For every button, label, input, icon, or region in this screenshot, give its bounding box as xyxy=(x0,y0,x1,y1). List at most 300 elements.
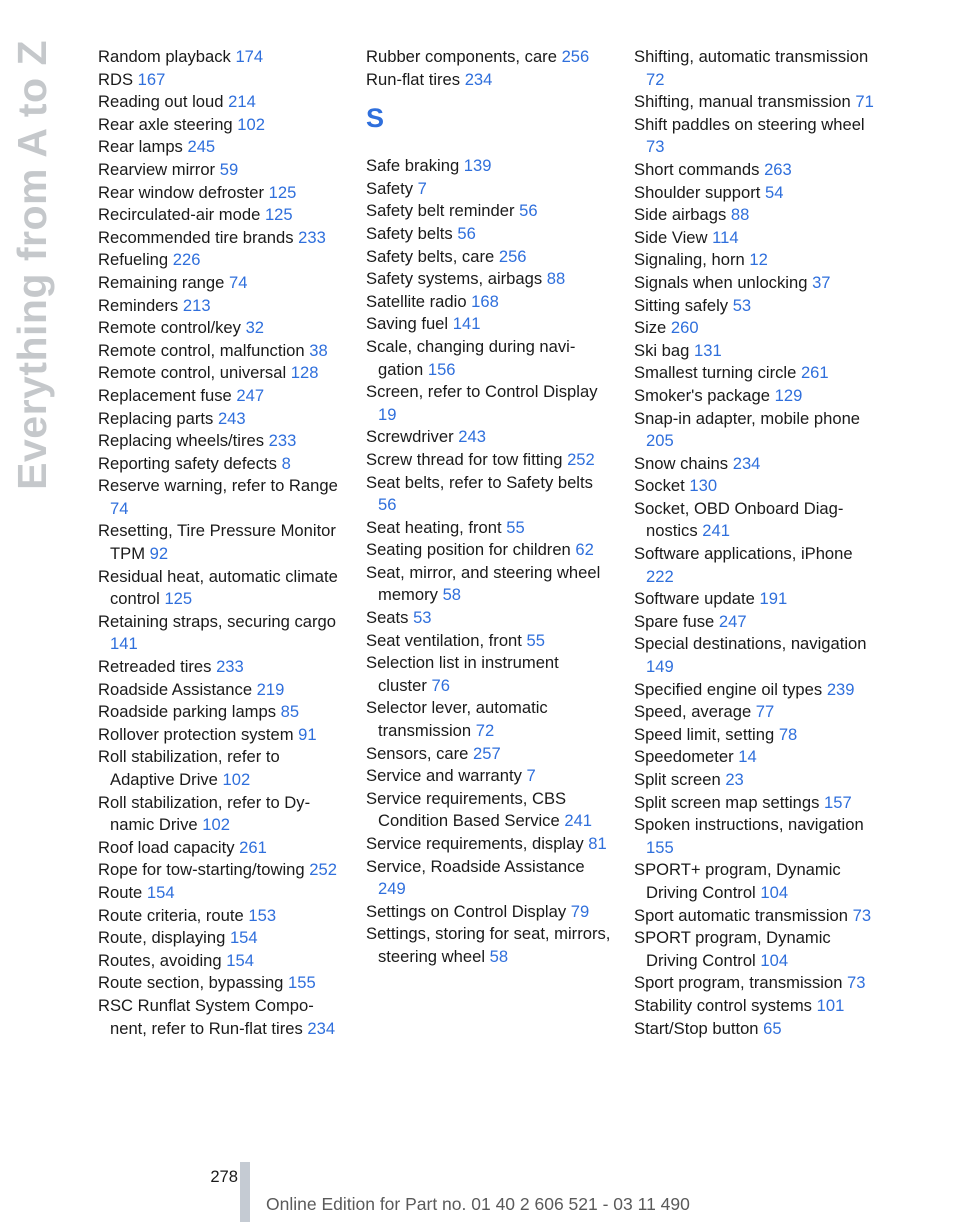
index-entry-page-link[interactable]: 59 xyxy=(219,159,239,179)
index-entry-term: RSC Runflat System Component, refer to Run-flat tires xyxy=(98,995,314,1038)
index-entry-term: Satellite radio xyxy=(366,291,467,311)
index-entry-page-link[interactable]: 125 xyxy=(264,205,293,225)
index-entry xyxy=(98,905,343,928)
index-entry-term: Recommended tire brands xyxy=(98,227,294,247)
index-entry xyxy=(98,385,343,408)
index-entry xyxy=(634,701,879,724)
index-entry xyxy=(98,295,343,318)
index-entry xyxy=(634,633,879,678)
index-entry-term: Scale, changing during navigation xyxy=(366,336,576,379)
index-entry-page-link[interactable]: 58 xyxy=(442,585,462,605)
index-entry-term: Shifting, automatic transmission xyxy=(634,47,869,66)
index-entry-page-link[interactable]: 245 xyxy=(187,137,216,157)
index-entry-page-link[interactable]: 154 xyxy=(226,950,254,970)
index-entry-page-link[interactable]: 88 xyxy=(730,205,750,225)
index-entry-term: Replacement fuse xyxy=(98,385,232,405)
index-entry xyxy=(98,46,343,69)
index-entry-page-link[interactable]: 234 xyxy=(732,453,761,473)
index-entry-term: Replacing parts xyxy=(98,408,214,428)
index-entry-term: Shift paddles on steering wheel xyxy=(634,114,865,134)
index-entry-page-link[interactable]: 233 xyxy=(268,431,297,451)
index-entry-term: Rearview mirror xyxy=(98,159,216,179)
index-entry xyxy=(634,498,879,543)
index-entry-page-link[interactable]: 226 xyxy=(172,250,201,270)
index-entry-term: Recirculated-air mode xyxy=(98,205,261,225)
index-entry-page-link[interactable]: 54 xyxy=(765,182,784,202)
index-entry-page-link[interactable]: 14 xyxy=(738,747,757,767)
index-entry-term: Roadside parking lamps xyxy=(98,702,277,722)
index-entry-term: Shifting, manual transmission xyxy=(634,92,851,112)
index-entry-page-link[interactable]: 149 xyxy=(646,657,674,677)
index-entry-term: Settings, storing for seat, mirrors, steering wheel xyxy=(366,924,611,966)
index-entry xyxy=(634,272,879,295)
index-entry-term: Rear window defroster xyxy=(98,182,265,202)
index-entry xyxy=(634,1018,879,1041)
index-entry-page-link[interactable]: 233 xyxy=(216,657,244,677)
index-entry-page-link[interactable]: 77 xyxy=(755,702,775,722)
index-entry xyxy=(98,204,343,227)
index-entry-term: Rubber components, care xyxy=(366,47,557,66)
index-entry xyxy=(634,408,879,453)
index-entry xyxy=(98,995,343,1040)
index-entry-page-link[interactable]: 58 xyxy=(489,946,509,966)
index-entry-page-link[interactable]: 261 xyxy=(800,363,829,383)
index-entry-term: Spare fuse xyxy=(634,611,715,631)
index-entry xyxy=(634,317,879,340)
index-entry-term: Start/Stop button xyxy=(634,1018,759,1038)
index-entry xyxy=(98,566,343,611)
index-column-1 xyxy=(98,46,343,1040)
index-entry xyxy=(634,905,879,928)
index-entry-term: Random playback xyxy=(98,47,231,66)
index-entry-page-link[interactable]: 241 xyxy=(702,521,730,541)
page-number: 278 xyxy=(210,1167,238,1186)
index-entry-term: Remote control, universal xyxy=(98,363,287,383)
index-entry-term: Reading out loud xyxy=(98,92,224,112)
index-entry-term: Route criteria, route xyxy=(98,905,244,925)
index-entry xyxy=(634,114,879,159)
index-entry xyxy=(366,313,611,336)
index-entry xyxy=(634,159,879,182)
footer-divider-bar xyxy=(240,1162,250,1222)
index-entry xyxy=(98,430,343,453)
index-entry xyxy=(98,227,343,250)
index-entry xyxy=(366,607,611,630)
index-entry xyxy=(366,765,611,788)
index-entry xyxy=(634,611,879,634)
index-entry-term: Rope for tow-starting/towing xyxy=(98,860,305,880)
index-entry-page-link[interactable]: 256 xyxy=(561,47,590,66)
index-entry-term: Reporting safety defects xyxy=(98,453,277,473)
index-entry-term: Speed, average xyxy=(634,702,752,722)
index-entry-term: Safety belts xyxy=(366,223,453,243)
index-entry-term: Shoulder support xyxy=(634,182,761,202)
index-entry-term: Seat belts, refer to Safety belts xyxy=(366,472,593,492)
index-entry-term: Refueling xyxy=(98,250,169,270)
index-entry xyxy=(98,701,343,724)
section-letter: S xyxy=(366,103,385,134)
index-entry-page-link[interactable]: 79 xyxy=(570,901,590,921)
index-entry xyxy=(98,182,343,205)
index-entry-page-link[interactable]: 56 xyxy=(519,201,538,221)
index-entry-term: Speed limit, setting xyxy=(634,724,775,744)
index-entry-page-link[interactable]: 7 xyxy=(417,178,427,198)
index-entry-page-link[interactable]: 129 xyxy=(774,385,803,405)
index-entry xyxy=(366,788,611,833)
index-entry-page-link[interactable]: 81 xyxy=(588,834,607,853)
index-entry xyxy=(634,769,879,792)
index-entry xyxy=(366,268,611,291)
index-entry xyxy=(634,249,879,272)
index-entry-term: Roll stabilization, refer to Dynamic Drive xyxy=(98,792,311,835)
index-entry xyxy=(366,923,611,968)
index-entry-page-link[interactable]: 19 xyxy=(378,404,397,424)
index-entry-term: Residual heat, automatic climate control xyxy=(98,566,338,609)
index-entry-term: Safety belt reminder xyxy=(366,201,515,221)
index-entry xyxy=(366,246,611,269)
index-entry xyxy=(98,611,343,656)
index-entry xyxy=(634,295,879,318)
index-entry-page-link[interactable]: 141 xyxy=(452,314,481,334)
index-entry-page-link[interactable]: 104 xyxy=(760,882,789,902)
index-entry xyxy=(98,859,343,882)
index-entry-page-link[interactable]: 156 xyxy=(427,359,456,379)
index-entry-page-link[interactable]: 56 xyxy=(457,223,476,243)
page-footer xyxy=(0,1162,960,1222)
index-entry-page-link[interactable]: 261 xyxy=(239,837,267,857)
index-entry-page-link[interactable]: 214 xyxy=(228,92,256,112)
index-entry-term: Split screen map settings xyxy=(634,792,820,812)
index-entry xyxy=(634,588,879,611)
index-entry xyxy=(366,630,611,653)
index-entry xyxy=(366,539,611,562)
index-entry-page-link[interactable]: 71 xyxy=(855,92,874,112)
index-entry-page-link[interactable]: 141 xyxy=(110,634,138,654)
index-entry-page-link[interactable]: 74 xyxy=(110,498,129,518)
index-entry-page-link[interactable]: 234 xyxy=(307,1018,336,1038)
index-entry-page-link[interactable]: 247 xyxy=(236,385,265,405)
index-entry xyxy=(366,223,611,246)
index-entry-term: Safety xyxy=(366,178,414,198)
index-entry xyxy=(634,814,879,859)
index-entry-term: Safety systems, airbags xyxy=(366,269,543,289)
index-entry xyxy=(366,155,611,178)
index-entry xyxy=(366,200,611,223)
index-entry-page-link[interactable]: 32 xyxy=(245,318,265,338)
index-entry xyxy=(98,159,343,182)
index-entry xyxy=(98,520,343,565)
index-entry xyxy=(366,336,611,381)
index-entry-page-link[interactable]: 252 xyxy=(567,449,595,469)
index-entry-term: Safety belts, care xyxy=(366,246,495,266)
index-entry xyxy=(634,453,879,476)
index-entry xyxy=(98,950,343,973)
index-entry xyxy=(634,995,879,1018)
index-entry-page-link[interactable]: 102 xyxy=(202,815,230,835)
index-entry xyxy=(634,543,879,588)
index-entry xyxy=(366,697,611,742)
index-entry xyxy=(98,136,343,159)
index-entry-term: RDS xyxy=(98,69,134,89)
index-entry xyxy=(634,46,879,91)
index-entry-page-link[interactable]: 12 xyxy=(749,250,768,270)
index-column-2 xyxy=(366,46,611,969)
index-entry xyxy=(366,856,611,901)
index-entry-page-link[interactable]: 131 xyxy=(693,340,722,360)
index-entry-page-link[interactable]: 92 xyxy=(149,544,169,564)
index-entry xyxy=(98,927,343,950)
index-entry xyxy=(634,859,879,904)
index-entry-term: Speedometer xyxy=(634,747,734,767)
index-entry-page-link[interactable]: 7 xyxy=(526,766,536,786)
index-entry-page-link[interactable]: 73 xyxy=(646,137,665,157)
index-entry-page-link[interactable]: 154 xyxy=(229,928,258,948)
index-entry-page-link[interactable]: 263 xyxy=(764,159,792,179)
index-entry-term: Specified engine oil types xyxy=(634,679,823,699)
index-entry xyxy=(366,517,611,540)
index-entry-term: Software applications, iPhone xyxy=(634,544,853,564)
index-entry-page-link[interactable]: 78 xyxy=(778,724,798,744)
index-entry-page-link[interactable]: 139 xyxy=(463,156,492,176)
index-entry-page-link[interactable]: 73 xyxy=(847,973,866,993)
index-entry xyxy=(98,69,343,92)
index-entry-term: Screwdriver xyxy=(366,427,454,447)
index-entry-page-link[interactable]: 53 xyxy=(732,295,752,315)
index-entry xyxy=(98,746,343,791)
index-entry xyxy=(98,114,343,137)
index-entry-page-link[interactable]: 167 xyxy=(137,69,166,89)
index-entry xyxy=(366,743,611,766)
index-entry xyxy=(366,901,611,924)
index-entry xyxy=(634,182,879,205)
index-column-3 xyxy=(634,46,879,1040)
index-entry-page-link[interactable]: 243 xyxy=(458,427,486,447)
index-entry-page-link[interactable]: 239 xyxy=(826,679,855,699)
index-entry-term: Routes, avoiding xyxy=(98,950,222,970)
index-entry-term: Signals when unlocking xyxy=(634,272,808,292)
index-entry xyxy=(634,475,879,498)
index-entry-page-link[interactable]: 154 xyxy=(146,882,175,902)
index-entry-term: Sitting safely xyxy=(634,295,729,315)
index-entry-page-link[interactable]: 247 xyxy=(718,611,747,631)
index-entry-term: Route, displaying xyxy=(98,928,226,948)
index-entry xyxy=(366,178,611,201)
index-entry xyxy=(98,724,343,747)
index-entry-term: Saving fuel xyxy=(366,314,449,334)
index-entry-page-link[interactable]: 55 xyxy=(506,517,525,537)
index-entry xyxy=(98,408,343,431)
index-entry xyxy=(98,679,343,702)
index-entry-page-link[interactable]: 56 xyxy=(378,495,397,515)
index-entry-term: Rollover protection system xyxy=(98,724,294,744)
index-entry-term: Service and warranty xyxy=(366,766,522,786)
index-entry-page-link[interactable]: 130 xyxy=(689,476,718,496)
index-entry-page-link[interactable]: 241 xyxy=(564,811,593,831)
index-entry-page-link[interactable]: 233 xyxy=(298,227,326,247)
index-entry xyxy=(366,833,611,856)
index-entry-page-link[interactable]: 243 xyxy=(217,408,246,428)
chapter-side-tab xyxy=(0,40,64,1160)
index-entry xyxy=(366,426,611,449)
index-entry xyxy=(98,249,343,272)
index-entry-page-link[interactable]: 104 xyxy=(760,950,789,970)
index-entry-page-link[interactable]: 257 xyxy=(473,743,501,763)
index-entry-term: Socket, OBD Onboard Diagnostics xyxy=(634,498,844,541)
index-entry-page-link[interactable]: 76 xyxy=(431,675,450,695)
index-entry-page-link[interactable]: 125 xyxy=(164,589,193,609)
index-entry-term: Socket xyxy=(634,476,685,496)
index-entry-term: Snap-in adapter, mobile phone xyxy=(634,408,861,428)
index-entry-page-link[interactable]: 72 xyxy=(646,69,665,89)
index-entry-term: Sport automatic transmission xyxy=(634,905,848,925)
index-entry-page-link[interactable]: 72 xyxy=(475,721,495,741)
index-entry-term: Retaining straps, securing cargo xyxy=(98,611,336,631)
index-entry-term: Signaling, horn xyxy=(634,250,745,270)
chapter-title: Everything from A to Z xyxy=(8,40,55,490)
index-entry xyxy=(98,91,343,114)
index-entry xyxy=(98,972,343,995)
index-entry xyxy=(98,340,343,363)
index-entry-term: Resetting, Tire Pressure Monitor TPM xyxy=(98,521,336,564)
index-entry-term: Seat ventilation, front xyxy=(366,630,522,650)
index-entry-page-link[interactable]: 260 xyxy=(670,318,699,338)
index-entry xyxy=(366,69,611,92)
index-entry xyxy=(366,381,611,426)
edition-note: Online Edition for Part no. 01 40 2 606 521 - 03 11 490 xyxy=(266,1194,690,1214)
index-entry-page-link[interactable]: 62 xyxy=(575,540,594,560)
index-entry-page-link[interactable]: 153 xyxy=(248,905,277,925)
index-entry-term: Short commands xyxy=(634,159,760,179)
index-entry-page-link[interactable]: 234 xyxy=(464,69,493,89)
index-entry-page-link[interactable]: 128 xyxy=(290,363,319,383)
index-entry xyxy=(366,562,611,607)
index-entry-term: Side View xyxy=(634,227,708,247)
index-entry-page-link[interactable]: 168 xyxy=(471,291,499,311)
index-entry-page-link[interactable]: 102 xyxy=(237,114,265,134)
index-entry-term: Rear axle steering xyxy=(98,114,233,134)
index-entry-term: Roll stabilization, refer to Adaptive Drive xyxy=(98,747,280,789)
index-entry-page-link[interactable]: 55 xyxy=(526,630,545,650)
index-entry-page-link[interactable]: 73 xyxy=(852,905,872,925)
index-entry-term: Seat, mirror, and steering wheel memory xyxy=(366,562,601,605)
index-entry xyxy=(366,472,611,517)
index-entry-page-link[interactable]: 125 xyxy=(268,182,297,202)
index-entry-page-link[interactable]: 249 xyxy=(378,879,406,899)
index-entry xyxy=(634,927,879,972)
index-entry-term: Stability control systems xyxy=(634,995,812,1015)
index-entry-page-link[interactable]: 155 xyxy=(646,837,674,857)
index-entry-term: Service requirements, CBS Condition Based Service xyxy=(366,788,567,831)
index-entry xyxy=(366,46,611,69)
index-entry xyxy=(98,475,343,520)
index-entry-page-link[interactable]: 53 xyxy=(413,608,432,628)
index-entry xyxy=(98,272,343,295)
index-entry-term: Run-flat tires xyxy=(366,69,461,89)
index-entry-term: Route section, bypassing xyxy=(98,973,284,993)
index-entry-page-link[interactable]: 191 xyxy=(759,589,788,609)
index-entry-term: Seating position for children xyxy=(366,540,571,560)
index-entry-term: Remaining range xyxy=(98,272,225,292)
index-entry xyxy=(634,91,879,114)
index-entry-term: Sport program, transmission xyxy=(634,973,843,993)
index-entry xyxy=(98,317,343,340)
index-entry-term: Route xyxy=(98,882,143,902)
index-entry-page-link[interactable]: 74 xyxy=(229,272,248,292)
index-entry xyxy=(366,449,611,472)
index-entry xyxy=(366,291,611,314)
index-entry xyxy=(634,362,879,385)
index-entry-page-link[interactable]: 85 xyxy=(280,702,300,722)
index-entry-term: Rear lamps xyxy=(98,137,183,157)
index-entry xyxy=(634,746,879,769)
index-entry-term: Size xyxy=(634,318,667,338)
index-entry-page-link[interactable]: 88 xyxy=(546,269,566,289)
index-entry-term: Special destinations, navigation xyxy=(634,634,867,654)
index-entry-term: Roof load capacity xyxy=(98,837,235,857)
index-entry-term: Replacing wheels/tires xyxy=(98,431,265,451)
index-entry-term: Smallest turning circle xyxy=(634,363,797,383)
index-entry-page-link[interactable]: 252 xyxy=(309,860,337,880)
index-entry-page-link[interactable]: 157 xyxy=(824,792,852,812)
index-entry-term: Seats xyxy=(366,608,409,628)
index-entry-page-link[interactable]: 65 xyxy=(763,1018,782,1038)
index-entry-term: Settings on Control Display xyxy=(366,901,567,921)
index-entry-page-link[interactable]: 114 xyxy=(712,227,739,247)
index-entry-term: Remote control, malfunction xyxy=(98,340,305,360)
index-entry xyxy=(98,656,343,679)
index-entry-page-link[interactable]: 213 xyxy=(182,295,211,315)
index-entry-page-link[interactable]: 102 xyxy=(222,770,251,789)
index-entry-page-link[interactable]: 101 xyxy=(816,995,845,1015)
index-entry-term: SPORT program, Dynamic Driving Control xyxy=(634,928,831,970)
index-entry xyxy=(634,204,879,227)
index-entry-term: Safe braking xyxy=(366,156,460,176)
index-entry-page-link[interactable]: 8 xyxy=(281,453,291,473)
index-entry-page-link[interactable]: 23 xyxy=(725,770,744,789)
index-entry-term: Seat heating, front xyxy=(366,517,502,537)
index-entry-page-link[interactable]: 37 xyxy=(812,272,831,292)
index-entry xyxy=(634,792,879,815)
index-entry xyxy=(98,453,343,476)
index-entry xyxy=(366,652,611,697)
index-entry-page-link[interactable]: 91 xyxy=(298,724,317,744)
index-entry-term: Reserve warning, refer to Range xyxy=(98,476,338,496)
index-entry-term: Sensors, care xyxy=(366,743,469,763)
index-entry-term: Spoken instructions, navigation xyxy=(634,815,864,835)
index-entry xyxy=(634,972,879,995)
index-entry-term: Screw thread for tow fitting xyxy=(366,449,563,469)
index-entry-page-link[interactable]: 219 xyxy=(256,679,285,699)
index-entry xyxy=(98,882,343,905)
index-entry-term: Selection list in instrument cluster xyxy=(366,653,559,695)
index-entry-term: Roadside Assistance xyxy=(98,679,253,699)
index-entry-page-link[interactable]: 256 xyxy=(498,246,527,266)
index-entry-term: Service, Roadside Assistance xyxy=(366,856,585,876)
index-entry-term: Service requirements, display xyxy=(366,834,584,853)
index-entry-page-link[interactable]: 155 xyxy=(288,973,316,993)
index-entry xyxy=(634,385,879,408)
index-entry-term: Screen, refer to Control Display xyxy=(366,382,598,402)
index-entry-page-link[interactable]: 222 xyxy=(646,566,674,586)
index-entry-page-link[interactable]: 205 xyxy=(646,431,674,451)
index-entry-term: Remote control/key xyxy=(98,318,241,338)
index-entry-term: Snow chains xyxy=(634,453,729,473)
index-entry-term: Split screen xyxy=(634,770,721,789)
index-entry-page-link[interactable]: 174 xyxy=(235,47,264,66)
index-entry-term: Side airbags xyxy=(634,205,727,225)
index-entry-term: Selector lever, automatic transmission xyxy=(366,698,548,741)
index-entry-page-link[interactable]: 38 xyxy=(309,340,328,360)
